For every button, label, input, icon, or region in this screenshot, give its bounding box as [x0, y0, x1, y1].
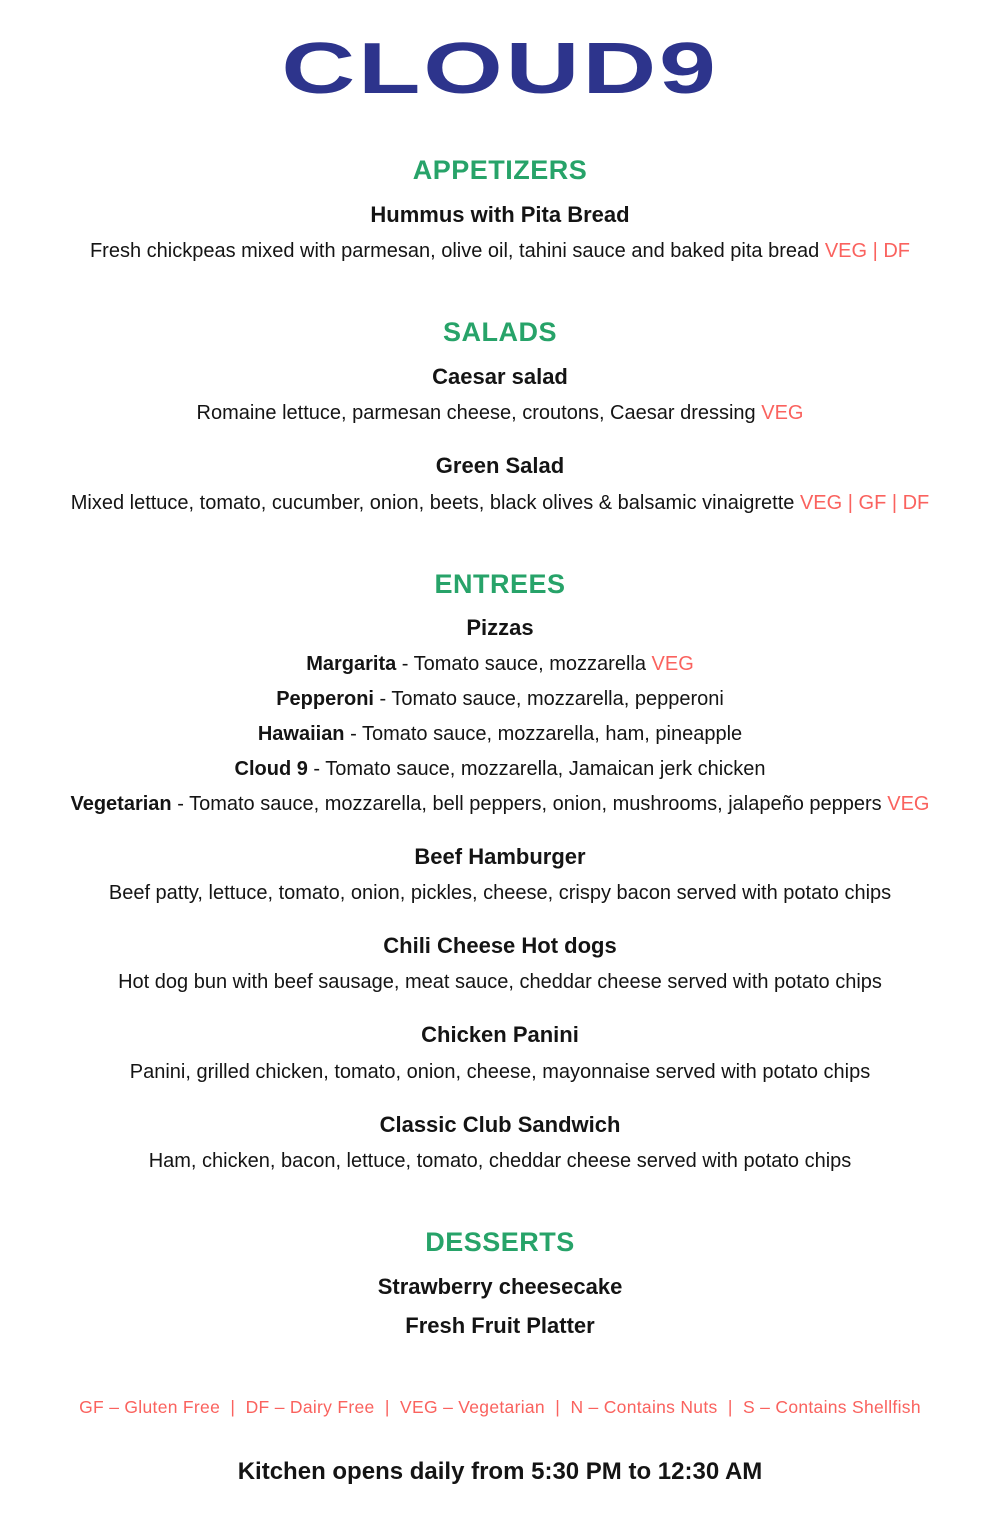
menu-sections: [20, 156, 980, 1340]
item-name: Fresh Fruit Platter: [405, 1313, 595, 1339]
dietary-tags: VEG | GF | DF: [799, 491, 930, 514]
section-title: DESSERTS: [425, 1227, 575, 1258]
variant-item: Cloud 9 - Tomato sauce, mozzarella, Jamaican jerk chicken: [234, 757, 766, 780]
menu-section-appetizers: [20, 156, 980, 264]
item-name: Hummus with Pita Bread: [370, 201, 630, 227]
menu-item: [20, 364, 980, 426]
menu-section-salads: [20, 318, 980, 515]
variant-item: Margarita - Tomato sauce, mozzarella VEG: [306, 652, 694, 675]
dietary-tags: VEG: [887, 792, 930, 815]
item-description: Fresh chickpeas mixed with parmesan, olive oil, tahini sauce and baked pita bread VEG | DF: [89, 240, 911, 263]
logo-container: [20, 26, 980, 112]
dietary-tags: VEG | DF: [824, 240, 911, 263]
variant-item: Pepperoni - Tomato sauce, mozzarella, pepperoni: [276, 687, 724, 710]
item-name: Pizzas: [466, 615, 534, 641]
menu-section-desserts: [20, 1228, 980, 1339]
menu-item: [20, 933, 980, 995]
item-name: Chicken Panini: [421, 1022, 579, 1048]
menu-item: [20, 453, 980, 515]
variant-name: Hawaiian: [257, 722, 345, 745]
section-title: APPETIZERS: [412, 155, 588, 185]
section-title: ENTREES: [434, 568, 566, 599]
menu-item: [20, 1022, 980, 1084]
dietary-tags: VEG: [651, 652, 694, 675]
item-description: Romaine lettuce, parmesan cheese, croutons, Caesar dressing VEG: [196, 402, 804, 425]
kitchen-hours: Kitchen opens daily from 5:30 PM to 12:30 AM: [237, 1458, 763, 1486]
item-name: Green Salad: [435, 453, 565, 479]
menu-item: [20, 1274, 980, 1300]
menu-item: [20, 1112, 980, 1174]
item-name: Classic Club Sandwich: [379, 1111, 621, 1137]
variant-name: Margarita: [306, 652, 397, 675]
item-name: Beef Hamburger: [414, 843, 586, 869]
menu-section-entrees: [20, 570, 980, 1175]
section-title: SALADS: [442, 317, 557, 348]
dietary-legend: GF – Gluten Free | DF – Dairy Free | VEG – Vegetarian | N – Contains Nuts | S – Contains Shellfish: [79, 1396, 921, 1417]
restaurant-logo: CLOUD9: [281, 29, 719, 109]
variant-name: Cloud 9: [234, 757, 308, 780]
dietary-tags: VEG: [761, 402, 804, 425]
variant-item: Vegetarian - Tomato sauce, mozzarella, bell peppers, onion, mushrooms, jalapeño peppers VEG: [70, 792, 930, 815]
item-description: Hot dog bun with beef sausage, meat sauce, cheddar cheese served with potato chips: [118, 971, 882, 994]
item-description: Beef patty, lettuce, tomato, onion, pickles, cheese, crispy bacon served with potato chips: [108, 882, 892, 905]
item-description: Ham, chicken, bacon, lettuce, tomato, cheddar cheese served with potato chips: [148, 1150, 852, 1173]
item-description: Mixed lettuce, tomato, cucumber, onion, beets, black olives & balsamic vinaigrette VEG | GF | DF: [70, 491, 930, 514]
item-name: Chili Cheese Hot dogs: [383, 933, 617, 959]
variant-name: Pepperoni: [276, 687, 374, 710]
variant-name: Vegetarian: [70, 792, 172, 815]
menu-item: [20, 844, 980, 906]
item-name: Caesar salad: [432, 363, 568, 389]
variant-item: Hawaiian - Tomato sauce, mozzarella, ham, pineapple: [257, 722, 743, 745]
menu-item: [20, 202, 980, 264]
item-description: Panini, grilled chicken, tomato, onion, cheese, mayonnaise served with potato chips: [129, 1060, 871, 1083]
menu-item: [20, 1313, 980, 1339]
variant-list: [20, 652, 980, 817]
menu-item: [20, 615, 980, 816]
item-name: Strawberry cheesecake: [377, 1273, 623, 1299]
